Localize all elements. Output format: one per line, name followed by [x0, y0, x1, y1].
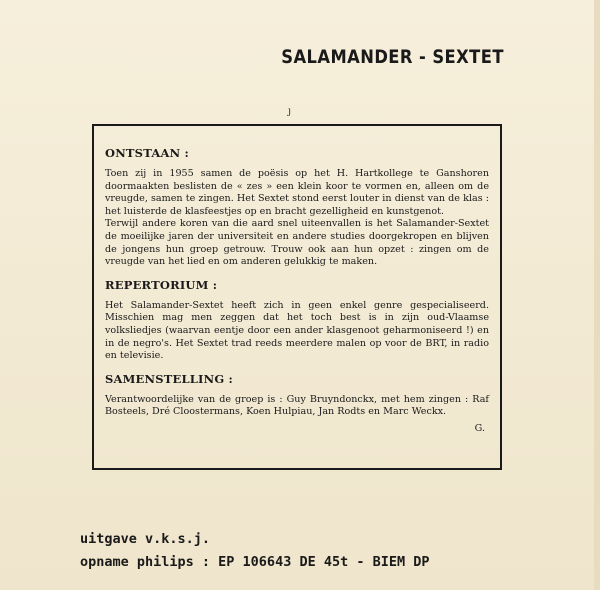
section-heading: ONTSTAAN : — [105, 146, 189, 160]
section-samenstelling — [105, 372, 489, 419]
liner-notes-box — [92, 124, 502, 470]
group-title: SALAMANDER - SEXTET — [281, 46, 504, 68]
section-repertorium — [105, 278, 489, 363]
paragraph: Toen zij in 1955 samen de poësis op het H. Hartkollege te Ganshoren doormaakten beslisten de « zes » een klein koor te vormen en, alleen om de vreugde, samen te zingen. Het Sextet stond eerst louter in dienst van de klas : het luisterde de klasfeestjes op en bracht gezelligheid en kunstgenot. — [105, 168, 489, 217]
sleeve-edge — [594, 0, 600, 590]
print-speck: ȷ — [288, 106, 292, 117]
author-signature: G. — [474, 422, 485, 434]
paragraph: Terwijl andere koren van die aard snel uiteenvallen is het Salamander-Sextet de moeilijke jaren der universiteit en andere studies doorgekropen en blijven de jongens hun groep getrouw. Trouw ook aan hun opzet : zingen om de vreugde van het lied en om anderen gelukkig te maken. — [105, 218, 489, 268]
recording-catalog-line: opname philips : EP 106643 DE 45t - BIEM DP — [80, 554, 430, 570]
publisher-line: uitgave v.k.s.j. — [80, 531, 211, 547]
paragraph: Het Salamander-Sextet heeft zich in geen enkel genre gespecialiseerd. Misschien mag men zeggen dat het toch best is in zijn oud-Vlaamse volksliedjes (waarvan eentje door een ander klasgenoot geharmoniseerd !) en in de negro's. Het Sextet trad reeds meerdere malen op voor de BRT, in radio en televisie. — [105, 299, 489, 362]
paragraph: Verantwoordelijke van de groep is : Guy Bruyndonckx, met hem zingen : Raf Bosteels, Dré Cloostermans, Koen Hulpiau, Jan Rodts en Marc Weckx. — [105, 393, 489, 418]
section-heading: SAMENSTELLING : — [105, 371, 233, 386]
section-heading: REPERTORIUM : — [105, 277, 218, 292]
section-ontstaan — [105, 146, 489, 269]
